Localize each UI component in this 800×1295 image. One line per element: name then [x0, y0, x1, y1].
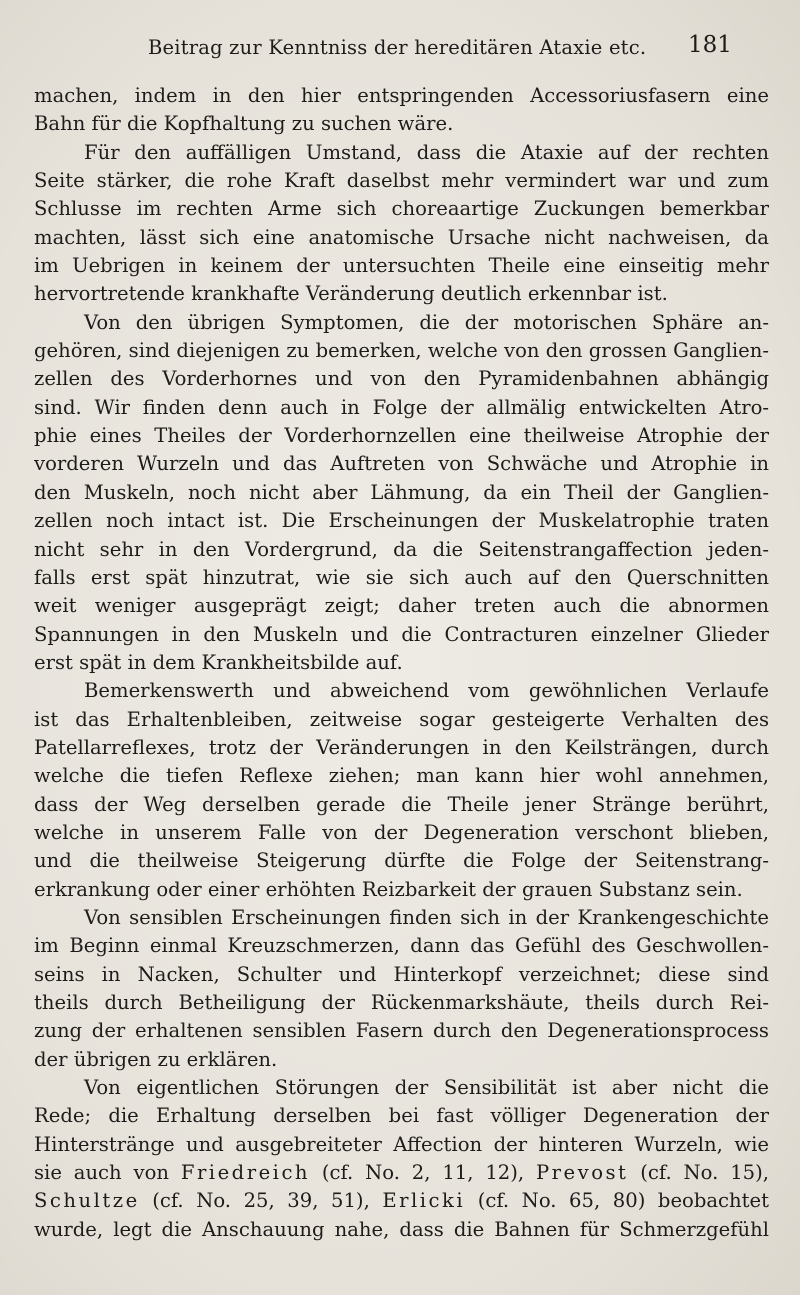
text-line: vorderen Wurzeln und das Auftreten von Schwäche und Atrophie in: [34, 452, 769, 476]
line-segment: (cf. No. 25, 39, 51),: [139, 1189, 383, 1213]
author-name: Prevost: [535, 1161, 629, 1185]
text-line: Von den übrigen Symptomen, die der motorischen Sphäre an-: [84, 310, 769, 334]
text-line: Von sensiblen Erscheinungen finden sich in der Krankengeschichte: [84, 905, 769, 929]
text-line: phie eines Theiles der Vorderhornzellen eine theilweise Atrophie der: [34, 424, 769, 448]
text-line: zung der erhaltenen sensiblen Fasern durch den Degenerationsprocess: [34, 1019, 769, 1043]
text-line: weit weniger ausgeprägt zeigt; daher treten auch die abnormen: [34, 594, 769, 618]
text-line: erst spät in dem Krankheitsbilde auf.: [34, 650, 403, 674]
text-line: zellen des Vorderhornes und von den Pyramidenbahnen abhängig: [34, 367, 769, 391]
body-text: [34, 82, 769, 1244]
author-name: Friedreich: [180, 1161, 311, 1185]
running-title: Beitrag zur Kenntniss der hereditären Ataxie etc.: [148, 36, 647, 59]
text-line: Schlusse im rechten Arme sich choreaartige Zuckungen bemerkbar: [34, 197, 769, 221]
text-line: und die theilweise Steigerung dürfte die Folge der Seitenstrang-: [34, 849, 769, 873]
line-segment: (cf. No. 65, 80) beobachtet: [465, 1189, 769, 1213]
text-line: erkrankung oder einer erhöhten Reizbarkeit der grauen Substanz sein.: [34, 877, 743, 901]
text-line: sind. Wir finden denn auch in Folge der allmälig entwickelten Atro-: [34, 395, 769, 419]
text-line: Rede; die Erhaltung derselben bei fast völliger Degeneration der: [34, 1104, 769, 1128]
text-line: der übrigen zu erklären.: [34, 1047, 278, 1071]
author-name: Schultze: [34, 1189, 140, 1213]
line-segment: (cf. No. 2, 11, 12),: [310, 1161, 536, 1185]
text-line: zellen noch intact ist. Die Erscheinungen der Muskelatrophie traten: [34, 509, 769, 533]
text-line: nicht sehr in den Vordergrund, da die Seitenstrangaffection jeden-: [34, 537, 769, 561]
text-line: hervortretende krankhafte Veränderung deutlich erkennbar ist.: [34, 282, 668, 306]
text-line: im Beginn einmal Kreuzschmerzen, dann das Gefühl des Geschwollen-: [34, 934, 769, 958]
text-line: welche in unserem Falle von der Degeneration verschont blieben,: [34, 820, 769, 844]
text-line: im Uebrigen in keinem der untersuchten Theile eine einseitig mehr: [34, 254, 769, 278]
text-line: ist das Erhaltenbleiben, zeitweise sogar gesteigerte Verhalten des: [34, 707, 769, 731]
text-line: falls erst spät hinzutrat, wie sie sich auch auf den Querschnitten: [34, 565, 769, 589]
text-line: Bahn für die Kopfhaltung zu suchen wäre.: [34, 112, 454, 136]
text-line: den Muskeln, noch nicht aber Lähmung, da ein Theil der Ganglien-: [34, 480, 769, 504]
text-line: dass der Weg derselben gerade die Theile jener Stränge berührt,: [34, 792, 769, 816]
text-line: wurde, legt die Anschauung nahe, dass die Bahnen für Schmerzgefühl: [34, 1217, 769, 1241]
text-line: gehören, sind diejenigen zu bemerken, welche von den grossen Ganglien-: [34, 339, 769, 363]
text-line: [34, 1187, 769, 1215]
text-line: Seite stärker, die rohe Kraft daselbst mehr vermindert war und zum: [34, 169, 769, 193]
text-line: seins in Nacken, Schulter und Hinterkopf verzeichnet; diese sind: [34, 962, 769, 986]
text-line: theils durch Betheiligung der Rückenmarkshäute, theils durch Rei-: [34, 991, 769, 1014]
text-line: [34, 1159, 769, 1187]
line-segment: (cf. No. 15),: [628, 1161, 769, 1185]
text-line: Von eigentlichen Störungen der Sensibilität ist aber nicht die: [84, 1076, 769, 1100]
text-line: Patellarreflexes, trotz der Veränderungen in den Keilsträngen, durch: [34, 735, 769, 759]
author-name: Erlicki: [382, 1189, 466, 1213]
text-line: Spannungen in den Muskeln und die Contracturen einzelner Glieder: [34, 622, 769, 646]
text-line: Bemerkenswerth und abweichend vom gewöhnlichen Verlaufe: [84, 679, 769, 703]
page-header: [0, 30, 800, 70]
text-line: Für den auffälligen Umstand, dass die Ataxie auf der rechten: [84, 140, 769, 164]
page-number: 181: [688, 32, 732, 58]
text-line: machten, lässt sich eine anatomische Ursache nicht nachweisen, da: [34, 225, 769, 249]
line-segment: sie auch von: [34, 1161, 181, 1185]
text-line: Hinterstränge und ausgebreiteter Affection der hinteren Wurzeln, wie: [34, 1132, 769, 1156]
text-line: machen, indem in den hier entspringenden Accessoriusfasern eine: [34, 84, 769, 107]
text-line: welche die tiefen Reflexe ziehen; man kann hier wohl annehmen,: [34, 764, 769, 788]
